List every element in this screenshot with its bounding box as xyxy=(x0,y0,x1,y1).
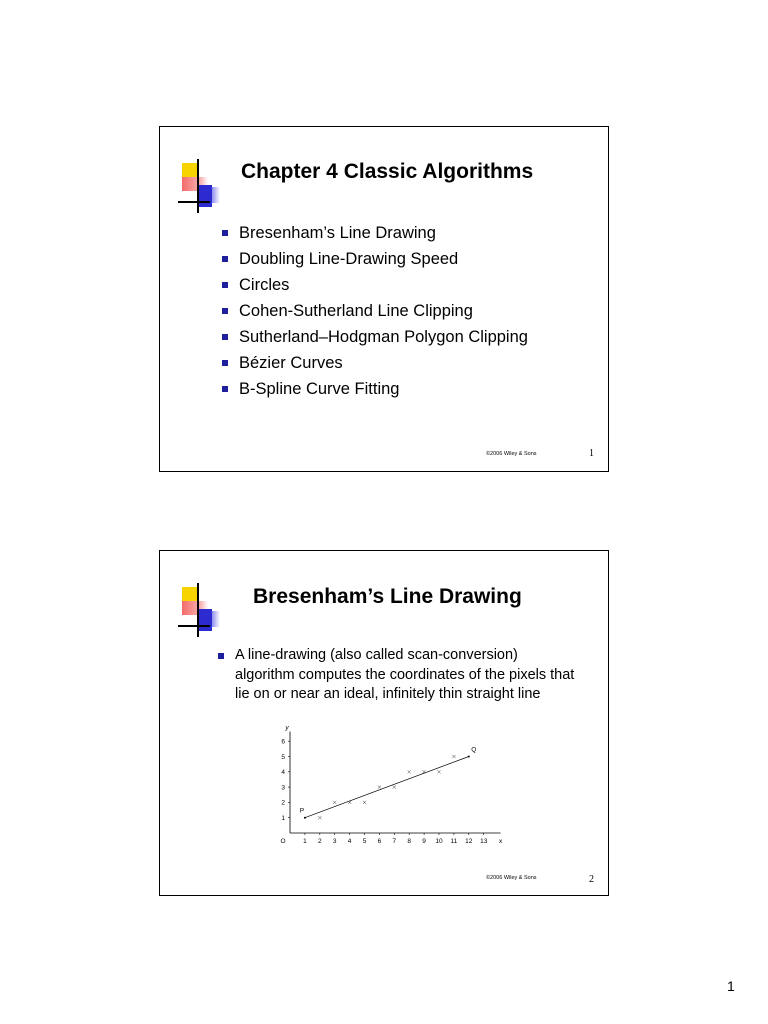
slide-decoration-icon xyxy=(178,159,218,217)
point-p-label: P xyxy=(299,807,305,815)
point-q-label: Q xyxy=(471,746,477,754)
ideal-line xyxy=(305,757,469,818)
pixel-marker xyxy=(363,801,366,804)
slide-1 xyxy=(159,126,609,472)
list-item xyxy=(222,220,528,246)
x-tick-label: 7 xyxy=(392,838,397,845)
list-item xyxy=(222,298,528,324)
pixel-marker xyxy=(333,801,336,804)
y-tick-label: 6 xyxy=(281,738,285,746)
bullet-text: Sutherland–Hodgman Polygon Clipping xyxy=(239,328,528,346)
x-tick-label: 8 xyxy=(407,838,412,845)
bullet-text: Circles xyxy=(239,276,290,294)
slide-number: 1 xyxy=(589,448,594,459)
copyright-text: ©2006 Wiley & Sons xyxy=(486,875,537,881)
slide-title: Bresenham’s Line Drawing xyxy=(253,585,522,608)
x-axis-label: x xyxy=(498,838,503,845)
bullet-text: Cohen-Sutherland Line Clipping xyxy=(239,302,473,320)
bullet-list xyxy=(218,646,575,705)
line-plot xyxy=(260,711,530,851)
list-item xyxy=(222,376,528,402)
bullet-text: Doubling Line-Drawing Speed xyxy=(239,250,459,268)
slide-decoration-icon xyxy=(178,583,218,641)
bullet-text: Bézier Curves xyxy=(239,354,343,372)
y-tick-label: 1 xyxy=(281,815,285,822)
y-tick-label: 2 xyxy=(281,799,285,807)
list-item xyxy=(222,350,528,376)
bullet-square-icon xyxy=(222,256,228,262)
bullet-square-icon xyxy=(218,653,224,659)
point-q xyxy=(468,756,470,758)
bullet-square-icon xyxy=(222,360,228,366)
page-number: 1 xyxy=(727,978,735,994)
pixel-marker xyxy=(393,786,396,789)
slide-number: 2 xyxy=(589,874,594,885)
slide-title: Chapter 4 Classic Algorithms xyxy=(241,160,534,183)
bullet-list xyxy=(222,220,528,402)
point-p xyxy=(304,817,306,819)
bullet-text: B-Spline Curve Fitting xyxy=(239,380,400,398)
list-item xyxy=(222,272,528,298)
x-tick-label: 5 xyxy=(362,838,367,845)
copyright-text: ©2006 Wiley & Sons xyxy=(486,451,537,457)
bullet-text: A line-drawing (also called scan-conversion) algorithm computes the coordinates of the pixels that lie on or near an ideal, infinitely thin straight line xyxy=(235,647,575,702)
list-item xyxy=(222,246,528,272)
origin-label: O xyxy=(280,838,286,845)
x-tick-label: 6 xyxy=(377,838,382,845)
bullet-square-icon xyxy=(222,334,228,340)
x-tick-label: 11 xyxy=(450,838,458,845)
pixel-marker xyxy=(408,770,411,773)
bullet-square-icon xyxy=(222,282,228,288)
bullet-square-icon xyxy=(222,386,228,392)
y-tick-label: 4 xyxy=(281,769,285,777)
x-tick-label: 2 xyxy=(317,838,322,845)
x-tick-label: 1 xyxy=(303,838,307,845)
y-axis-label: y xyxy=(285,724,289,732)
pixel-marker xyxy=(437,770,440,773)
list-item xyxy=(222,324,528,350)
x-tick-label: 10 xyxy=(435,838,443,845)
y-tick-label: 5 xyxy=(281,753,285,761)
pixel-marker xyxy=(452,755,455,758)
bullet-text: Bresenham’s Line Drawing xyxy=(239,224,436,242)
list-item xyxy=(218,646,575,705)
x-tick-label: 3 xyxy=(332,838,337,845)
x-tick-label: 9 xyxy=(422,838,426,845)
slide-2 xyxy=(159,550,609,896)
x-tick-label: 4 xyxy=(347,838,352,845)
x-tick-label: 13 xyxy=(480,838,488,845)
x-tick-label: 12 xyxy=(465,838,473,845)
bullet-square-icon xyxy=(222,308,228,314)
bullet-square-icon xyxy=(222,230,228,236)
y-tick-label: 3 xyxy=(281,784,285,792)
pixel-marker xyxy=(378,786,381,789)
pixel-marker xyxy=(318,816,321,819)
